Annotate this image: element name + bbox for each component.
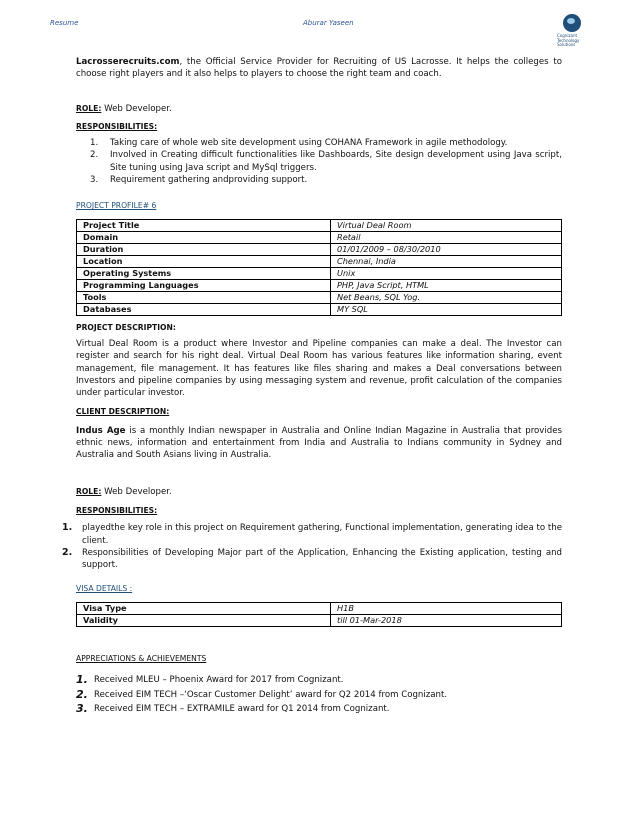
client-name: Indus Age	[76, 425, 126, 436]
list-item: 2. Responsibilities of Developing Major part of the Application, Enhancing the Existing application, testing and support.	[62, 546, 562, 571]
responsibilities-list	[90, 137, 562, 186]
table-row: Visa Type H1B	[77, 602, 562, 614]
role-value: Web Developer.	[101, 103, 172, 114]
project-profile-heading: PROJECT PROFILE# 6	[76, 201, 157, 211]
list-item: 1. playedthe key role in this project on Requirement gathering, Functional implementation, generating idea to the client.	[62, 522, 562, 546]
intro-paragraph	[76, 56, 562, 81]
logo-text: Cognizant Technology Solutions	[557, 33, 580, 47]
page-header	[0, 0, 638, 52]
table-row: Programming Languages PHP, Java Script, HTML	[77, 279, 562, 291]
client-description-paragraph	[76, 425, 562, 462]
table-row: Tools Net Beans, SQL Yog.	[77, 291, 562, 303]
role-line	[76, 103, 562, 115]
table-row: Duration 01/01/2009 – 08/30/2010	[77, 243, 562, 255]
role-label: ROLE:	[76, 103, 102, 113]
list-item: 3. Received EIM TECH – EXTRAMILE award for Q1 2014 from Cognizant.	[76, 702, 390, 716]
globe-icon	[563, 14, 581, 32]
project-description-text: Virtual Deal Room is a product where Investor and Pipeline companies can make a deal. The Investor can register and search for his right deal. Virtual Deal Room has various features like information sharing, event management, file management. It has features like files sharing and makes a Deal conversations between Investors and pipeline companies by using messaging system and revenue, profit calculation of the companies under particular investor.	[76, 338, 562, 399]
project-details-table	[76, 219, 562, 316]
list-item: 1. Taking care of whole web site development using COHANA Framework in agile methodology.	[90, 138, 508, 149]
visa-details-table	[76, 602, 562, 627]
list-item: 2. Involved in Creating difficult functionalities like Dashboards, Site design development using Java script, Site tuning using Java script and MySql triggers.	[90, 150, 562, 173]
intro-company: Lacrosserecruits.com	[76, 57, 180, 67]
header-resume-label: Resume	[50, 19, 79, 27]
list-item: 1. Received MLEU – Phoenix Award for 2017 from Cognizant.	[76, 673, 344, 687]
responsibilities-list	[62, 522, 562, 571]
list-item: 2. Received EIM TECH –‘Oscar Customer Delight’ award for Q2 2014 from Cognizant.	[76, 687, 448, 701]
role-value: Web Developer.	[101, 486, 172, 497]
client-description-text: is a monthly Indian newspaper in Australia and Online Indian Magazine in Australia that provides ethnic news, information and entertainment from India and Australia to Indians community in Sydney and Australia and South Asians living in Australia.	[76, 425, 562, 461]
intro-text: , the Official Service Provider for Recruiting of US Lacrosse. It helps the colleges to choose right players and it also helps to players to choose the right team and coach.	[76, 57, 562, 80]
role-line	[76, 486, 562, 498]
role-label: ROLE:	[76, 486, 102, 496]
project-description-label: PROJECT DESCRIPTION:	[76, 322, 176, 332]
achievements-heading: APPRECIATIONS & ACHIEVEMENTS	[76, 653, 207, 663]
header-author-name: Aburar Yaseen	[303, 19, 354, 27]
table-row: Location Chennai, India	[77, 255, 562, 267]
client-description-label: CLIENT DESCRIPTION:	[76, 407, 170, 417]
company-logo	[557, 14, 591, 48]
list-item: 3. Requirement gathering andproviding support.	[90, 175, 308, 186]
table-row: Project Title Virtual Deal Room	[77, 219, 562, 231]
achievements-list	[76, 673, 562, 717]
table-row: Databases MY SQL	[77, 303, 562, 315]
responsibilities-label: RESPONSIBILITIES:	[76, 505, 158, 515]
responsibilities-label: RESPONSIBILITIES:	[76, 121, 158, 131]
table-row: Domain Retail	[77, 231, 562, 243]
visa-details-heading: VISA DETAILS :	[76, 584, 133, 594]
table-row: Operating Systems Unix	[77, 267, 562, 279]
resume-content	[62, 56, 562, 717]
table-row: Validity till 01-Mar-2018	[77, 614, 562, 626]
